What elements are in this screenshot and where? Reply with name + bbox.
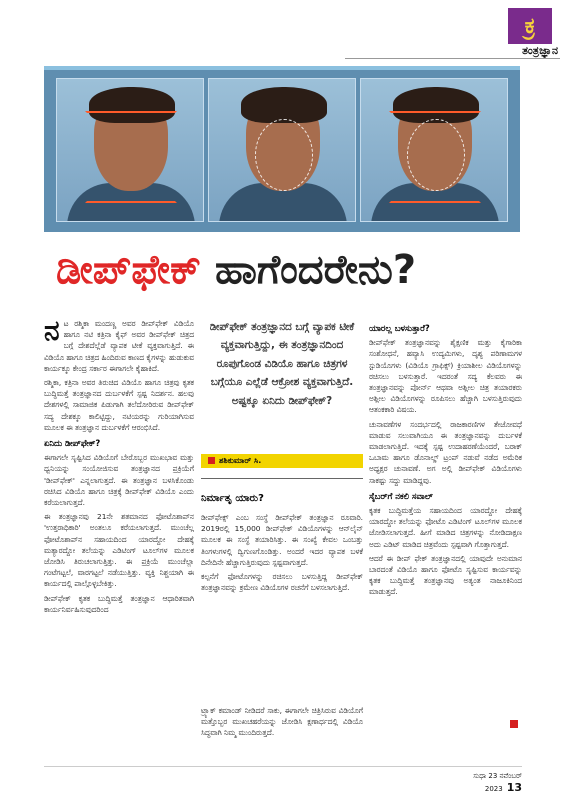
article-column-1 — [44, 314, 194, 618]
logo-text: ಕ್ರ — [524, 13, 536, 39]
subheading-who-uses: ಯಾರಲ್ಲ ಬಳಸುತ್ತಾರೆ? — [369, 323, 430, 333]
hero-panel-face-scan — [56, 78, 204, 222]
byline-square-icon — [208, 457, 215, 464]
subheading-fake-challenge: ಸೈಬರ್‌ಗೆ ನಕಲಿ ಸವಾಲ್ — [369, 490, 433, 501]
section-divider — [345, 58, 560, 59]
sidebar-box-creator — [201, 478, 363, 800]
paragraph: ಡೀಪ್‌ಫೇಕ್ ಕೃತಕ ಬುದ್ಧಿಮತ್ತೆ ತಂತ್ರಜ್ಞಾನ ಆಧಾರಿತವಾಗಿ ಕಾರ್ಯನಿರ್ವಹಿಸುವುದರಿಂದ — [44, 593, 194, 614]
box-heading: ನಿರ್ಮಾತೃ ಯಾರು? — [201, 493, 264, 504]
title-dark: ಹಾಗೆಂದರೇನು? — [214, 247, 417, 293]
author-name: ಶಶಿಕುಮಾರ್ ಸಿ. — [219, 456, 262, 465]
section-label: ತಂತ್ರಜ್ಞಾನ — [522, 44, 558, 57]
article-column-3 — [369, 318, 522, 601]
hero-image — [44, 66, 520, 232]
paragraph: ಈ ತಂತ್ರಜ್ಞಾನವು 21ನೇ ಶತಮಾನದ ಫೋಟೊಶಾಪ್‌ನ 'ಉತ್ತರಾಧಿಕಾರಿ' ಅಂತಲೂ ಕರೆಯಲಾಗುತ್ತದೆ. ಮುಂಚೆಲ್ಲ ಫೋಟೊಶಾಪ್‌ನ ಸಹಾಯದಿಂದ ಯಾರದ್ದೋ ದೇಹಕ್ಕೆ ಮತ್ಯಾರದ್ದೋ ತಲೆಯನ್ನು ಎಡಿಟಿಂಗ್ ಟೂಲ್‌ಗಳ ಮೂಲಕ ಜೋಡಿಸಿ ತಿರುಚಲಾಗುತ್ತಿತ್ತು. ಈ ಪ್ರಕ್ರಿಯೆ ಮುಂಚೆಲ್ಲಾ ಗಂಟೆಗಟ್ಟಲೆ, ವಾರಗಟ್ಟಲೆ ನಡೆಯುತ್ತಿತ್ತು. ವ್ಯಕ್ತಿ ನಿಶ್ಚಯಾಗಿ ಈ ಕಾರ್ಯದಲ್ಲಿ ಪಾಲ್ಗೊಳ್ಳಬೇಕಿತ್ತು. — [44, 512, 194, 589]
paragraph: ಡೀಪ್‌ಫೇಕ್ ತಂತ್ರಜ್ಞಾನವನ್ನು ಶೈಕ್ಷಣಿಕ ಮತ್ತು ಕೈಗಾರಿಕಾ ಸಂಶೋಧನೆ, ಹವ್ಯಾಸಿ ಉದ್ಯಮಿಗಳು, ದೃಶ್ಯ ಪರಿಣಾಮಗಳ ಸ್ಟುಡಿಯೊಗಳು (ವಿಡಿಯೊ ಗ್ರಾಫಿಕ್ಸ್) ಕ್ರಿಯಾಶೀಲ ವಿಡಿಯೊಗಳನ್ನು ರಚಿಸಲು ಬಳಸುತ್ತಾರೆ. ಇದರಂತೆ ಸದ್ಯ ಕೆಲವರು ಈ ತಂತ್ರಜ್ಞಾನವನ್ನು ಪೋರ್ನ್ ಆಥವಾ ಅಶ್ಲೀಲ ಚಿತ್ರ ತಯಾರಕರು ಅಶ್ಲೀಲ ವಿಡಿಯೊಗಳನ್ನು ರೂಪಿಸಲು ಹೆಚ್ಚಾಗಿ ಬಳಸುತ್ತಿರುವುದು ಆತಂಕಕಾರಿ ವಿಷಯ. — [369, 338, 522, 415]
hero-panel-face-mesh — [208, 78, 356, 222]
footer-divider — [44, 766, 522, 767]
title-red: ಡೀಪ್‌ಫೇಕ್ — [56, 247, 202, 293]
page-footer — [452, 772, 522, 794]
paragraph-text: ಟ ರಶ್ಮಿಕಾ ಮಂದಣ್ಣ ಅವರ ಡೀಪ್‌ಫೇಕ್ ವಿಡಿಯೊ ಹಾಗೂ ನಟಿ ಕತ್ರಿನಾ ಕೈಫ್ ಅವರ ಡೀಪ್‌ಫೇಕ್ ಚಿತ್ರದ ಬಗ್ಗೆ ದೇಶದೆಲ್ಲೆಡೆ ವ್ಯಾಪಕ ಟೀಕೆ ವ್ಯಕ್ತವಾಗುತ್ತಿದೆ. ಈ ವಿಡಿಯೊ ಹಾಗೂ ಚಿತ್ರದ ಹಿಂದಿರುವ ಕಾಣದ ಕೈಗಳನ್ನು ಹುಡುಕುವ ಕಾರ್ಯಕ್ಕೂ ಕೇಂದ್ರ ಸರ್ಕಾರ ಈಗಾಗಲೇ ಕೈಹಾಕಿದೆ. — [44, 319, 194, 373]
end-of-article-mark — [510, 720, 518, 728]
author-byline — [201, 454, 363, 468]
box-paragraph: ಕಲ್ಪನೆಗೆ ಫೋಟೊಗಳನ್ನು ರಚಿಸಲು ಬಳಸುತ್ತಿದ್ದ ಡೀಪ್‌ಫೇಕ್ ತಂತ್ರಜ್ಞಾನವನ್ನು ಕ್ರಮೇಣ ವಿಡಿಯೊಗಳ ರಚನೆಗೆ ಬಳಸಲಾಗುತ್ತಿದೆ. — [201, 572, 363, 593]
hero-top-band — [44, 66, 520, 70]
subheading-what-is-deepfake: ಏನಿದು ಡೀಪ್‌ಫೇಕ್? — [44, 438, 101, 449]
hero-panel-face-mesh-dots — [360, 78, 508, 222]
dropcap: ನ — [44, 314, 60, 347]
face-detection-frame — [389, 111, 481, 203]
face-mesh-overlay — [255, 119, 313, 191]
face-detection-frame — [85, 111, 177, 203]
paragraph: ಈಗಾಗಲೇ ಸೃಷ್ಟಿಸಿದ ವಿಡಿಯೊಗೆ ಬೇರೊಬ್ಬರ ಮುಖಭಾವ ಮತ್ತು ಧ್ವನಿಯನ್ನು ಸಂಯೋಜಿಸುವ ತಂತ್ರಜ್ಞಾನದ ಪ್ರಕ್ರಿಯೆಗೆ 'ಡೀಪ್‌ಫೇಕ್' ಎನ್ನಲಾಗುತ್ತದೆ. ಈ ತಂತ್ರಜ್ಞಾನ ಬಳಸಿಕೊಂಡು ರಚಿಸಿದ ವಿಡಿಯೊ ಹಾಗೂ ಚಿತ್ರಕ್ಕೆ ಡೀಪ್‌ಫೇಕ್ ವಿಡಿಯೊ ಎಂದು ಕರೆಯಲಾಗುತ್ತದೆ. — [44, 453, 194, 508]
paragraph: ಚುನಾವಣೆಗಳ ಸಂದರ್ಭದಲ್ಲಿ ರಾಜಕಾರಣಿಗಳ ತೇಜೋವಧೆ ಮಾಡುವ ಸಲುವಾಗಿಯೂ ಈ ತಂತ್ರಜ್ಞಾನವನ್ನು ದುರ್ಬಳಕೆ ಮಾಡಲಾಗುತ್ತಿದೆ. ಇದಕ್ಕೆ ಸ್ಪಷ್ಟ ಉದಾಹರಣೆಯೆಂದರೆ, ಬರಾಕ್ ಒಬಾಮ ಹಾಗೂ ಡೊನಾಲ್ಡ್ ಟ್ರಂಪ್ ನಡುವೆ ನಡೆದ ಅಮೆರಿಕ ಅಧ್ಯಕ್ಷರ ಚುನಾವಣೆ. ಅಗ ಅಲ್ಲಿ ಡೀಪ್‌ಫೇಕ್ ವಿಡಿಯೊಗಳು ಸಾಕಷ್ಟು ಸದ್ದು ಮಾಡಿದ್ದವು. — [369, 419, 522, 485]
lead-paragraph — [44, 314, 194, 374]
person-hair — [241, 87, 327, 123]
issue-date: ಸುಧಾ 23 ನವೆಂಬರ್ 2023 — [473, 772, 522, 793]
column-2-continuation — [201, 705, 363, 742]
paragraph: ಕೃತಕ ಬುದ್ಧಿಮತ್ತೆಯ ಸಹಾಯದಿಂದ ಯಾರದ್ದೋ ದೇಹಕ್ಕೆ ಯಾರದ್ದೋ ತಲೆಯನ್ನು ಫೋಟೊ ಎಡಿಟಿಂಗ್ ಟೂಲ್‌ಗಳ ಮೂಲಕ ಜೋಡಿಸಲಾಗುತ್ತದೆ. ಹೀಗೆ ಮಾಡಿದ ಚಿತ್ರಗಳನ್ನು ನೋಡಿದಾಕ್ಷಣ ಅದು ಎಡಿಟ್ ಮಾಡಿದ ಚಿತ್ರವೆಂದು ಸ್ಪಷ್ಟವಾಗಿ ಗೊತ್ತಾಗುತ್ತದೆ. — [369, 506, 522, 549]
paragraph: ರಶ್ಮಿಕಾ, ಕತ್ರಿನಾ ಅವರ ತಿರುಚಿದ ವಿಡಿಯೊ ಹಾಗೂ ಚಿತ್ರವು ಕೃತಕ ಬುದ್ಧಿಮತ್ತೆ ತಂತ್ರಜ್ಞಾನದ ದುರ್ಬಳಕೆಗೆ ಸ್ಪಷ್ಟ ನಿದರ್ಶನ. ಹಲವು ದೇಶಗಳಲ್ಲಿ ಸಾಮಾಜಿಕ ಪಿಡುಗಾಗಿ ತಲೆದೋರಿರುವ ಡೀಪ್‌ಫೇಕ್ ಸದ್ಯ ದೇಶಕ್ಕೂ ಕಾಲಿಟ್ಟಿದ್ದು, ನಟಿಯರನ್ನು ಗುರಿಯಾಗಿಸುವ ಮೂಲಕ ಈ ತಂತ್ರಜ್ಞಾನ ದುರ್ಬಳಕೆಗೆ ಆರಂಭಿಸಿದೆ. — [44, 378, 194, 432]
article-title — [56, 240, 516, 302]
magazine-logo — [508, 8, 552, 44]
pull-quote: ಡೀಪ್‌ಫೇಕ್ ತಂತ್ರಜ್ಞಾನದ ಬಗ್ಗೆ ವ್ಯಾಪಕ ಟೀಕೆ ವ್ಯಕ್ತವಾಗುತ್ತಿದ್ದು, ಈ ತಂತ್ರಜ್ಞಾನದಿಂದ ರೂಪುಗೊಂಡ ವಿಡಿಯೊ ಹಾಗೂ ಚಿತ್ರಗಳ ಬಗ್ಗೆಯೂ ಎಲ್ಲೆಡೆ ಆಕ್ರೋಶ ವ್ಯಕ್ತವಾಗುತ್ತಿದೆ. ಅಷ್ಟಕ್ಕೂ ಏನಿದು ಡೀಪ್‌ಫೇಕ್? — [209, 321, 355, 407]
paragraph: ಆದರೆ ಈ ಡೀಪ್ ಫೇಕ್ ತಂತ್ರಜ್ಞಾನದಲ್ಲಿ ಯಾವುದೇ ಅನುಮಾನ ಬಾರದಂತೆ ವಿಡಿಯೊ ಹಾಗೂ ಫೋಟೊ ಸೃಷ್ಟಿಸುವ ಕಾರ್ಯವನ್ನು ಕೃತಕ ಬುದ್ಧಿಮತ್ತೆ ತಂತ್ರಜ್ಞಾನವು ಅತ್ಯಂತ ನಾಜೂಕಿನಿಂದ ಮಾಡುತ್ತದೆ. — [369, 553, 522, 597]
page-number: 13 — [506, 781, 522, 794]
paragraph: ಟ್ರ್ಯಾಕ್ ಕಮಾಂಡ್ ನೀಡಿದರೆ ಸಾಕು, ಈಗಾಗಲೇ ಚಿತ್ರಿಸಿರುವ ವಿಡಿಯೊಗೆ ಮತ್ತೊಬ್ಬರ ಮುಖಚಹರೆಯನ್ನು ಜೋಡಿಸಿ ಕ್ಷಣಾರ್ಧದಲ್ಲಿ ವಿಡಿಯೊ ಸಿದ್ಧವಾಗಿ ನಿಮ್ಮ ಮುಂದಿರುತ್ತದೆ. — [201, 706, 363, 738]
box-paragraph: ಡೀಪ್‌ಫೇಕ್ಸ್ ಎಂಬ ಸಂಸ್ಥೆ ಡೀಪ್‌ಫೇಕ್ ತಂತ್ರಜ್ಞಾನ ರೂವಾರಿ. 2019ರಲ್ಲಿ 15,000 ಡೀಪ್‌ಫೇಕ್ ವಿಡಿಯೊಗಳನ್ನು ಆನ್‌ಲೈನ್ ಮೂಲಕ ಈ ಸಂಸ್ಥೆ ತಯಾರಿಸಿತ್ತು. ಈ ಸಂಖ್ಯೆ ಕೇವಲ ಒಂಬತ್ತು ತಿಂಗಳುಗಳಲ್ಲಿ ದ್ವಿಗುಣಗೊಂಡಿತ್ತು. ಅಂದರೆ ಇದರ ವ್ಯಾಪಕ ಬಳಕೆ ದಿನೇದಿನೇ ಹೆಚ್ಚಾಗುತ್ತಿರುವುದು ಸ್ಪಷ್ಟವಾಗುತ್ತದೆ. — [201, 513, 363, 567]
